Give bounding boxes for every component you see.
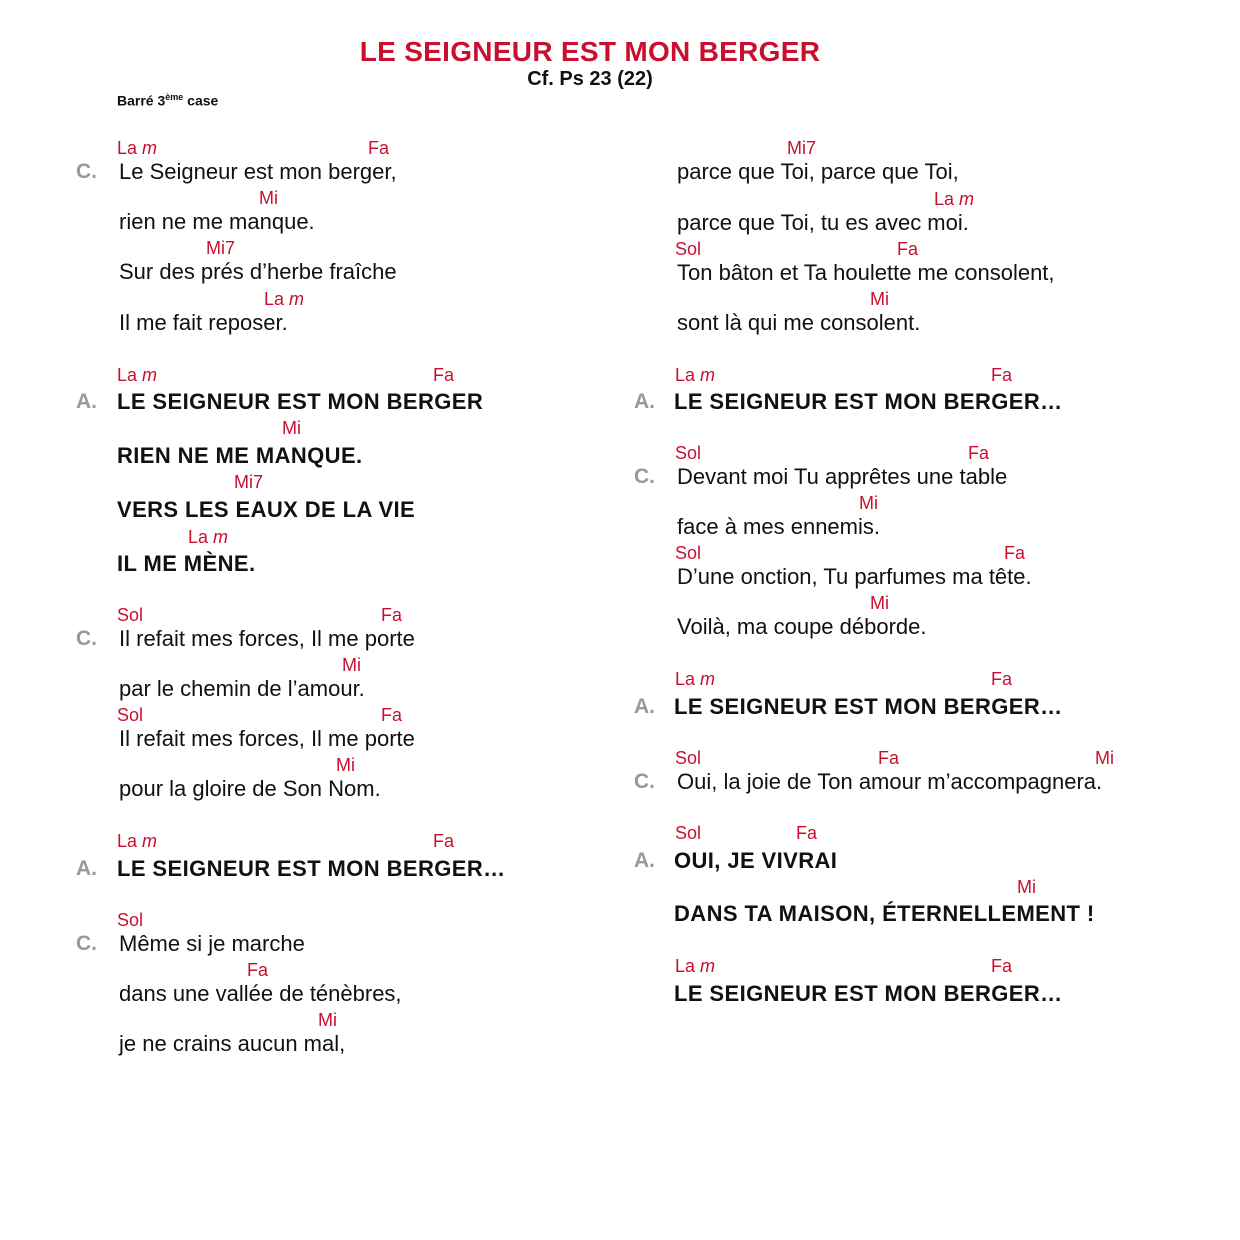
refrain-line: IL ME MÈNE. bbox=[117, 551, 256, 576]
chord-fa: Fa bbox=[968, 443, 990, 463]
song-reference: Cf. Ps 23 (22) bbox=[527, 68, 653, 90]
lyric-line: Il me fait reposer. bbox=[119, 310, 288, 335]
chord-fa: Fa bbox=[991, 669, 1013, 689]
lyric-line: je ne crains aucun mal, bbox=[119, 1031, 346, 1056]
capo-note: Barré 3ème case bbox=[117, 92, 219, 109]
lyric-line: parce que Toi, tu es avec moi. bbox=[677, 210, 969, 235]
song-title: LE SEIGNEUR EST MON BERGER bbox=[359, 36, 821, 67]
chord-fa: Fa bbox=[796, 823, 818, 843]
chord-sol: Sol bbox=[675, 239, 702, 259]
refrain-line: LE SEIGNEUR EST MON BERGER… bbox=[674, 981, 1063, 1006]
lyric-line: face à mes ennemis. bbox=[677, 514, 880, 539]
chord-sol: Sol bbox=[675, 443, 702, 463]
refrain-line: LE SEIGNEUR EST MON BERGER… bbox=[117, 856, 506, 881]
lyric-line: pour la gloire de Son Nom. bbox=[119, 776, 381, 801]
chord-la-m: La m bbox=[117, 138, 158, 158]
chord-fa: Fa bbox=[433, 365, 455, 385]
chord-mi: Mi bbox=[342, 655, 361, 675]
chord-fa: Fa bbox=[1004, 543, 1026, 563]
lyric-line: dans une vallée de ténèbres, bbox=[119, 981, 402, 1006]
chord-fa: Fa bbox=[433, 831, 455, 851]
chord-la-m: La m bbox=[675, 365, 716, 385]
chord-la-m: La m bbox=[934, 189, 975, 209]
lyric-line: Devant moi Tu apprêtes une table bbox=[677, 464, 1008, 489]
chord-mi: Mi bbox=[1017, 877, 1036, 897]
lyric-line: Sur des prés d’herbe fraîche bbox=[119, 259, 397, 284]
lyric-line: Même si je marche bbox=[119, 931, 305, 956]
lyric-line: Il refait mes forces, Il me porte bbox=[119, 626, 415, 651]
couplet-marker: C. bbox=[76, 627, 97, 650]
chord-la-m: La m bbox=[264, 289, 305, 309]
lyric-line: Il refait mes forces, Il me porte bbox=[119, 726, 415, 751]
lyric-line: parce que Toi, parce que Toi, bbox=[677, 159, 959, 184]
chord-mi7: Mi7 bbox=[234, 472, 264, 492]
chord-mi: Mi bbox=[870, 593, 889, 613]
chord-fa: Fa bbox=[991, 365, 1013, 385]
refrain-line: OUI, JE VIVRAI bbox=[674, 848, 838, 873]
couplet-marker: C. bbox=[634, 465, 655, 488]
chord-fa: Fa bbox=[381, 705, 403, 725]
refrain-line: LE SEIGNEUR EST MON BERGER… bbox=[674, 694, 1063, 719]
chord-mi: Mi bbox=[870, 289, 889, 309]
lyric-line: Ton bâton et Ta houlette me consolent, bbox=[677, 260, 1055, 285]
chord-fa: Fa bbox=[878, 748, 900, 768]
chord-mi7: Mi7 bbox=[206, 238, 236, 258]
chord-mi: Mi bbox=[859, 493, 878, 513]
couplet-marker: C. bbox=[76, 160, 97, 183]
refrain-line: VERS LES EAUX DE LA VIE bbox=[117, 497, 416, 522]
refrain-line: LE SEIGNEUR EST MON BERGER… bbox=[674, 389, 1063, 414]
chord-la-m: La m bbox=[117, 831, 158, 851]
chord-fa: Fa bbox=[368, 138, 390, 158]
chord-la-m: La m bbox=[675, 956, 716, 976]
lyric-line: Le Seigneur est mon berger, bbox=[119, 159, 397, 184]
chord-sol: Sol bbox=[675, 543, 702, 563]
refrain-marker: A. bbox=[76, 857, 97, 880]
chord-mi: Mi bbox=[336, 755, 355, 775]
refrain-marker: A. bbox=[634, 695, 655, 718]
lyric-line: D’une onction, Tu parfumes ma tête. bbox=[677, 564, 1032, 589]
chord-mi7: Mi7 bbox=[787, 138, 817, 158]
chord-mi: Mi bbox=[318, 1010, 337, 1030]
chord-sol: Sol bbox=[117, 605, 144, 625]
refrain-line: RIEN NE ME MANQUE. bbox=[117, 443, 363, 468]
chord-mi: Mi bbox=[259, 188, 278, 208]
refrain-line: DANS TA MAISON, ÉTERNELLEMENT ! bbox=[674, 901, 1095, 926]
chord-fa: Fa bbox=[897, 239, 919, 259]
lyric-line: Voilà, ma coupe déborde. bbox=[677, 614, 927, 639]
chord-sol: Sol bbox=[675, 748, 702, 768]
chord-la-m: La m bbox=[117, 365, 158, 385]
chord-fa: Fa bbox=[381, 605, 403, 625]
chord-mi: Mi bbox=[282, 418, 301, 438]
chord-fa: Fa bbox=[247, 960, 269, 980]
lyric-line: sont là qui me consolent. bbox=[677, 310, 921, 335]
chord-sol: Sol bbox=[117, 705, 144, 725]
chord-sol: Sol bbox=[117, 910, 144, 930]
couplet-marker: C. bbox=[634, 770, 655, 793]
chord-mi: Mi bbox=[1095, 748, 1114, 768]
chord-sol: Sol bbox=[675, 823, 702, 843]
refrain-line: LE SEIGNEUR EST MON BERGER bbox=[117, 389, 484, 414]
lyric-line: Oui, la joie de Ton amour m’accompagnera. bbox=[677, 769, 1103, 794]
chord-la-m: La m bbox=[675, 669, 716, 689]
refrain-marker: A. bbox=[634, 849, 655, 872]
lyric-line: par le chemin de l’amour. bbox=[119, 676, 365, 701]
chord-fa: Fa bbox=[991, 956, 1013, 976]
refrain-marker: A. bbox=[76, 390, 97, 413]
refrain-marker: A. bbox=[634, 390, 655, 413]
chord-la-m: La m bbox=[188, 527, 229, 547]
couplet-marker: C. bbox=[76, 932, 97, 955]
lyric-line: rien ne me manque. bbox=[119, 209, 315, 234]
